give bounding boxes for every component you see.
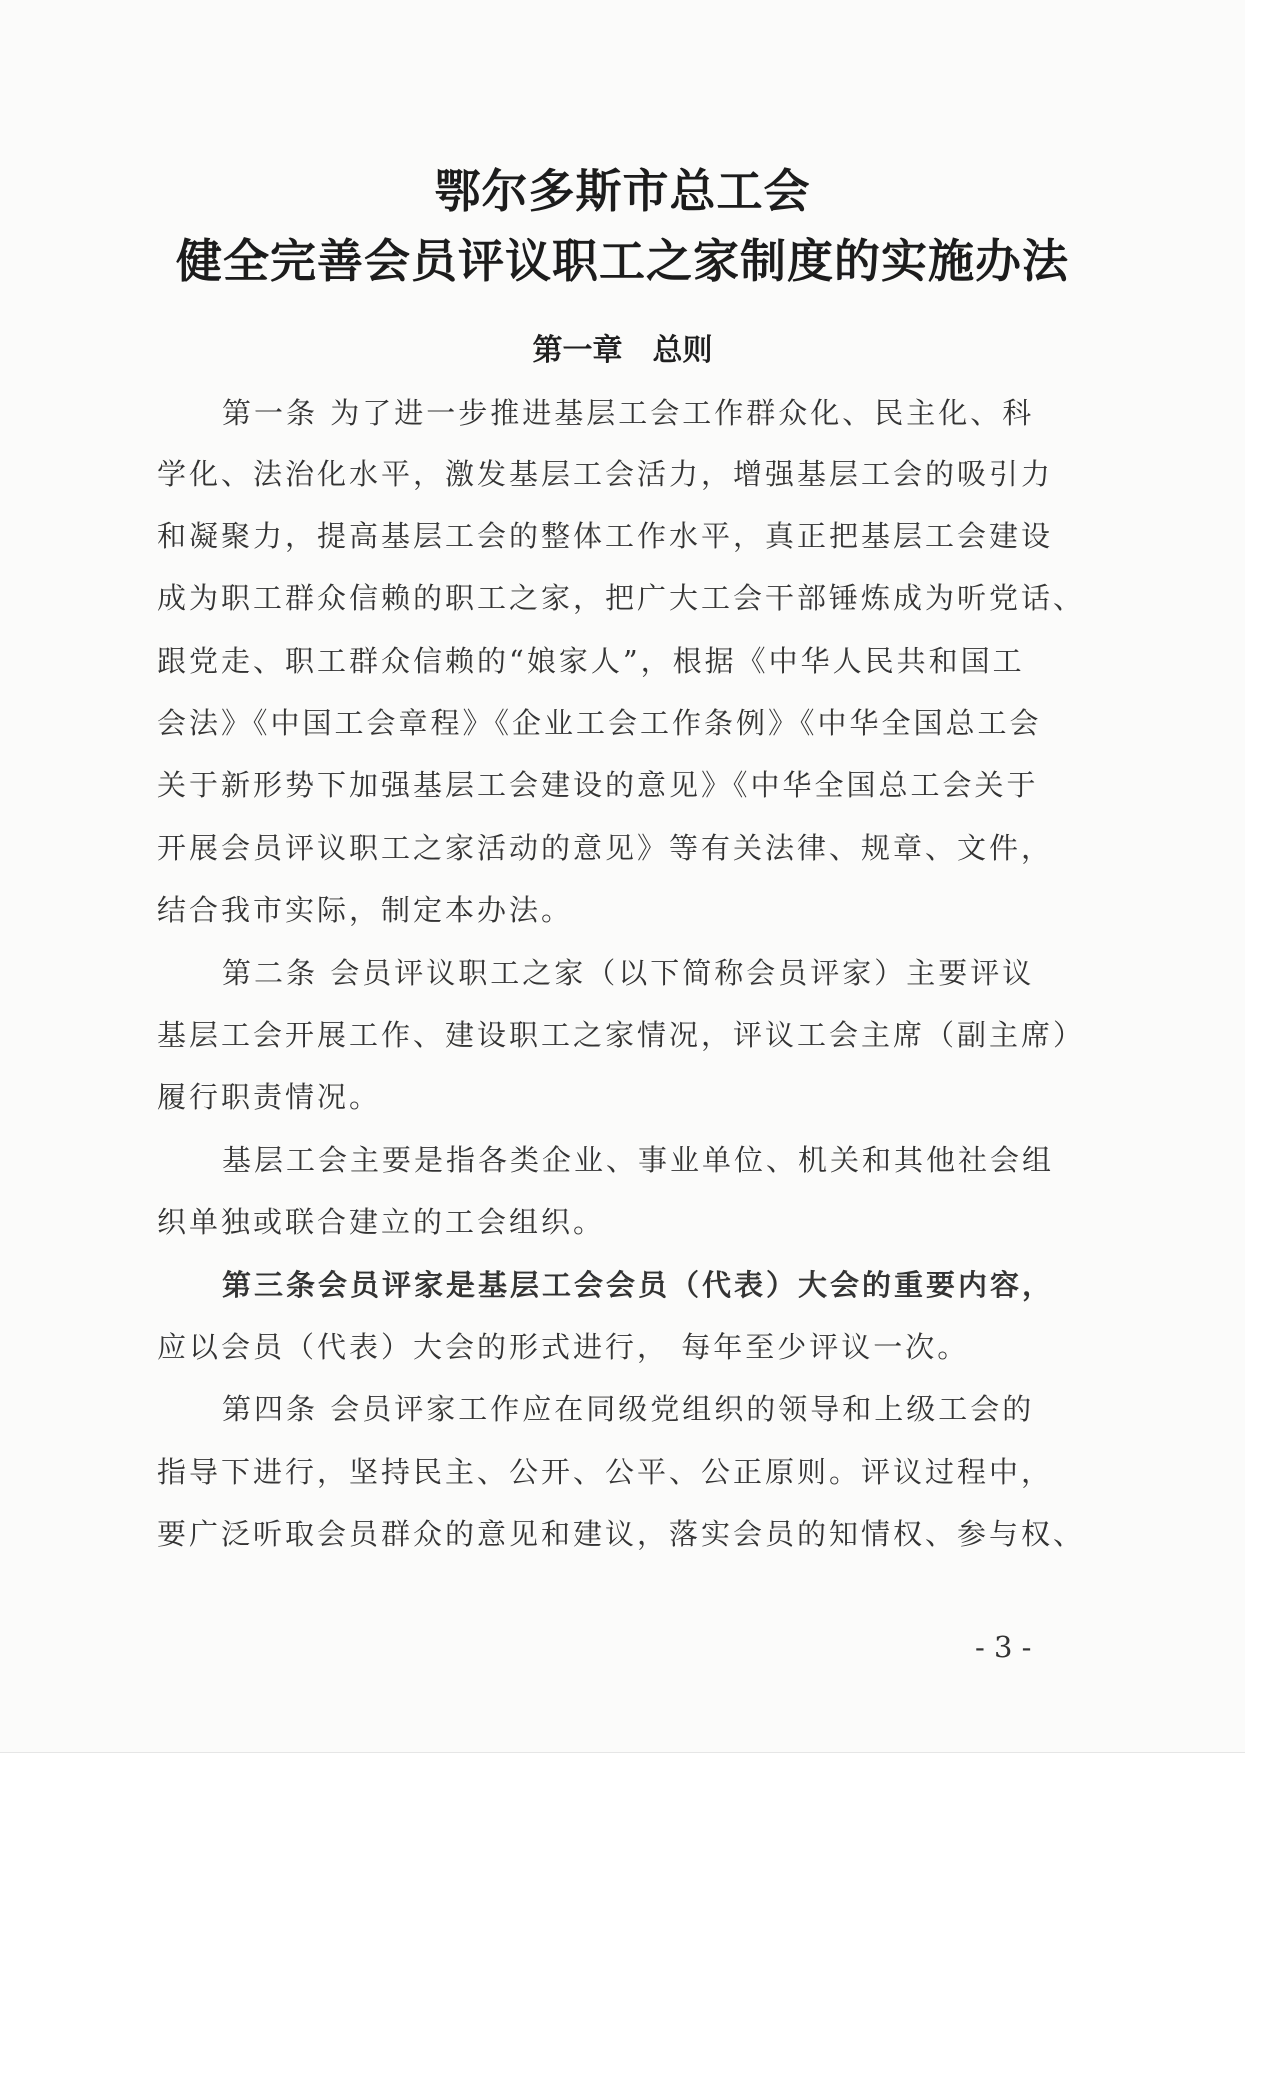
page-number: - 3 -: [975, 1630, 1032, 1664]
body-line: 织单独或联合建立的工会组织。: [157, 1205, 606, 1239]
document-title-line-1: 鄂尔多斯市总工会: [434, 164, 811, 218]
body-line: 和凝聚力，提高基层工会的整体工作水平，真正把基层工会建设: [157, 519, 1054, 553]
body-line: 指导下进行，坚持民主、公开、公平、公正原则。评议过程中，: [157, 1455, 1054, 1489]
page-edge-divider: [0, 1752, 1245, 1753]
document-title-line-2: 健全完善会员评议职工之家制度的实施办法: [176, 234, 1069, 288]
body-line: 基层工会主要是指各类企业、事业单位、机关和其他社会组: [222, 1143, 1055, 1177]
body-line: 履行职责情况。: [157, 1080, 382, 1114]
body-line: 应以会员（代表）大会的形式进行， 每年至少评议一次。: [157, 1330, 970, 1364]
body-line: 成为职工群众信赖的职工之家，把广大工会干部锤炼成为听党话、: [157, 581, 1086, 615]
body-line: 结合我市实际，制定本办法。: [157, 893, 574, 927]
body-line: 第二条 会员评议职工之家（以下简称会员评家）主要评议: [222, 956, 1035, 990]
body-line: 第四条 会员评家工作应在同级党组织的领导和上级工会的: [222, 1392, 1035, 1426]
body-line: 跟党走、职工群众信赖的“娘家人”，根据《中华人民共和国工: [157, 644, 1025, 678]
body-line: 要广泛听取会员群众的意见和建议，落实会员的知情权、参与权、: [157, 1517, 1086, 1551]
body-line: 第一条 为了进一步推进基层工会工作群众化、民主化、科: [222, 396, 1035, 430]
body-line: 关于新形势下加强基层工会建设的意见》《中华全国总工会关于: [157, 768, 1039, 802]
body-line: 学化、法治化水平，激发基层工会活力，增强基层工会的吸引力: [157, 457, 1054, 491]
chapter-heading: 第一章 总则: [532, 333, 713, 368]
body-line: 开展会员评议职工之家活动的意见》等有关法律、规章、文件，: [157, 831, 1054, 865]
body-line: 基层工会开展工作、建设职工之家情况，评议工会主席（副主席）: [157, 1018, 1086, 1052]
body-line: 会法》《中国工会章程》《企业工会工作条例》《中华全国总工会: [157, 706, 1042, 740]
body-line: 第三条会员评家是基层工会会员（代表）大会的重要内容，: [222, 1268, 1055, 1302]
